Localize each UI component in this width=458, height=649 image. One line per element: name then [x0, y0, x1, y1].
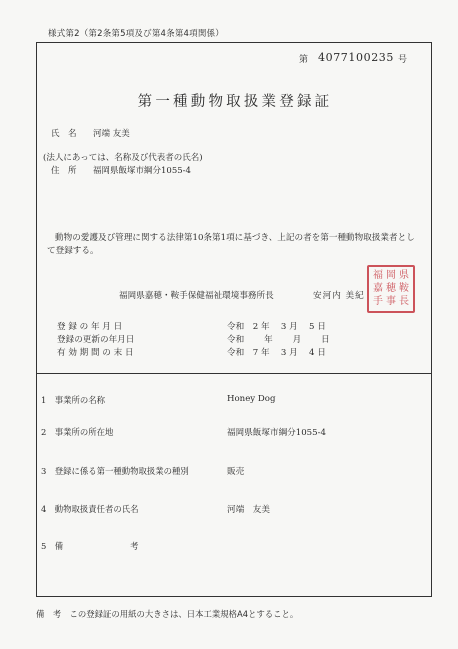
seal-char: 県	[399, 270, 409, 281]
seal-char: 長	[399, 296, 409, 307]
address-label: 住 所	[51, 166, 77, 176]
business-name-value: Honey Dog	[227, 394, 276, 404]
section-divider	[37, 373, 431, 374]
business-address-value: 福岡県飯塚市綱分1055-4	[227, 428, 326, 438]
seal-char: 岡	[386, 270, 396, 281]
renewal-date-label: 登録の更新の年月日	[57, 335, 135, 345]
official-seal	[367, 265, 415, 313]
business-address-label: 2 事業所の所在地	[41, 427, 114, 437]
name-label: 氏 名	[51, 129, 77, 139]
seal-char: 福	[373, 270, 383, 281]
registration-number-suffix: 号	[398, 55, 408, 65]
registration-statement: 動物の愛護及び管理に関する法律第10条第1項に基づき、上記の者を第一種動物取扱業者として登録する。	[47, 233, 415, 256]
footnote: 備 考 この登録証の用紙の大きさは、日本工業規格A4とすること。	[36, 609, 299, 619]
certificate-title: 第一種動物取扱業登録証	[137, 94, 333, 110]
registrant-address: 福岡県飯塚市綱分1055-4	[93, 166, 191, 176]
responsible-person-value: 河端 友美	[227, 505, 270, 515]
seal-char: 鞍	[399, 283, 409, 294]
renewal-date-value: 令和 年 月 日	[227, 335, 330, 345]
responsible-person-label: 4 動物取扱責任者の氏名	[41, 504, 139, 514]
expiry-date-value: 令和 7 年 3 月 4 日	[227, 348, 326, 358]
registration-number: 4077100235	[318, 51, 394, 64]
registrant-name: 河端 友美	[93, 129, 130, 139]
registration-date-value: 令和 2 年 3 月 5 日	[227, 322, 326, 332]
registration-date-label: 登 録 の 年 月 日	[57, 322, 123, 332]
business-name-label: 1 事業所の名称	[41, 395, 105, 405]
expiry-date-label: 有 効 期 間 の 末 日	[57, 348, 134, 358]
seal-char: 手	[373, 296, 383, 307]
seal-char: 嘉	[373, 283, 383, 294]
issuer-name: 安河内 美紀	[313, 291, 365, 301]
registration-number-prefix: 第	[299, 55, 309, 65]
corporate-note: (法人にあっては、名称及び代表者の氏名)	[43, 153, 203, 163]
form-identifier: 様式第2（第2条第5項及び第4条第4項関係）	[48, 29, 224, 39]
seal-char: 事	[386, 296, 396, 307]
business-type-value: 販売	[227, 467, 245, 477]
seal-char: 穂	[386, 283, 396, 294]
issuing-office: 福岡県嘉穂・鞍手保健福祉環境事務所長	[119, 291, 274, 301]
business-type-label: 3 登録に係る第一種動物取扱業の種別	[41, 466, 189, 476]
remarks-label: 5 備 考	[41, 541, 139, 551]
certificate-frame	[36, 42, 432, 597]
